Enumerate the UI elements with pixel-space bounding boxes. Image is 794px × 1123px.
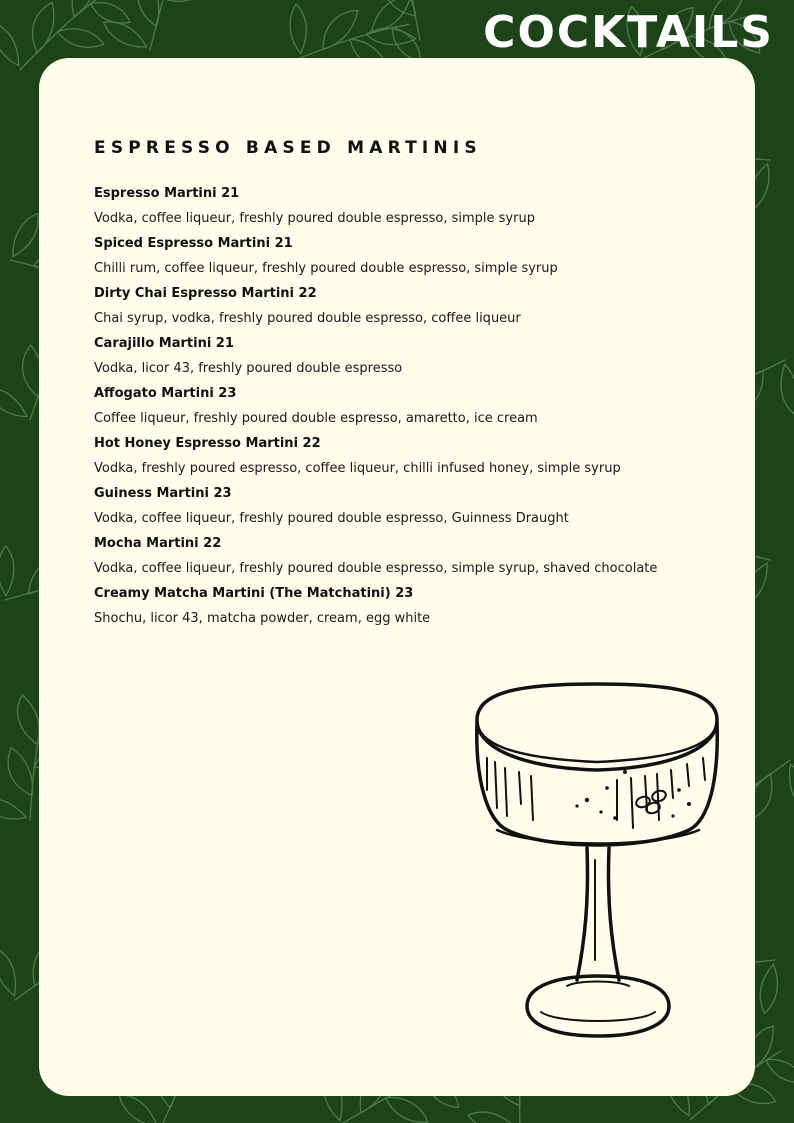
menu-item (94, 584, 734, 634)
item-name: Mocha Martini 22 (94, 536, 222, 551)
menu-item (94, 384, 734, 434)
item-name: Carajillo Martini 21 (94, 336, 234, 351)
item-description: Vodka, coffee liqueur, freshly poured double espresso, simple syrup, shaved chocolate (94, 561, 658, 576)
item-description: Vodka, coffee liqueur, freshly poured double espresso, Guinness Draught (94, 511, 569, 526)
martini-glass-icon (467, 680, 729, 1060)
item-description: Shochu, licor 43, matcha powder, cream, egg white (94, 611, 431, 626)
item-name: Espresso Martini 21 (94, 186, 240, 201)
item-description: Chilli rum, coffee liqueur, freshly poured double espresso, simple syrup (94, 261, 558, 276)
menu-item (94, 434, 734, 484)
menu-item (94, 334, 734, 384)
menu-list (94, 184, 734, 634)
item-name: Guiness Martini 23 (94, 486, 232, 501)
menu-item (94, 534, 734, 584)
section-title: ESPRESSO BASED MARTINIS (94, 138, 482, 158)
item-description: Chai syrup, vodka, freshly poured double espresso, coffee liqueur (94, 311, 521, 326)
item-description: Vodka, licor 43, freshly poured double espresso (94, 361, 403, 376)
item-name: Affogato Martini 23 (94, 386, 237, 401)
menu-item (94, 234, 734, 284)
item-description: Coffee liqueur, freshly poured double espresso, amaretto, ice cream (94, 411, 538, 426)
item-name: Creamy Matcha Martini (The Matchatini) 23 (94, 586, 414, 601)
item-description: Vodka, coffee liqueur, freshly poured double espresso, simple syrup (94, 211, 535, 226)
menu-card (39, 58, 755, 1096)
menu-item (94, 184, 734, 234)
item-name: Dirty Chai Espresso Martini 22 (94, 286, 317, 301)
item-name: Hot Honey Espresso Martini 22 (94, 436, 321, 451)
menu-item (94, 484, 734, 534)
item-name: Spiced Espresso Martini 21 (94, 236, 293, 251)
menu-item (94, 284, 734, 334)
brand-title: COCKTAILS (483, 7, 774, 58)
item-description: Vodka, freshly poured espresso, coffee liqueur, chilli infused honey, simple syrup (94, 461, 621, 476)
